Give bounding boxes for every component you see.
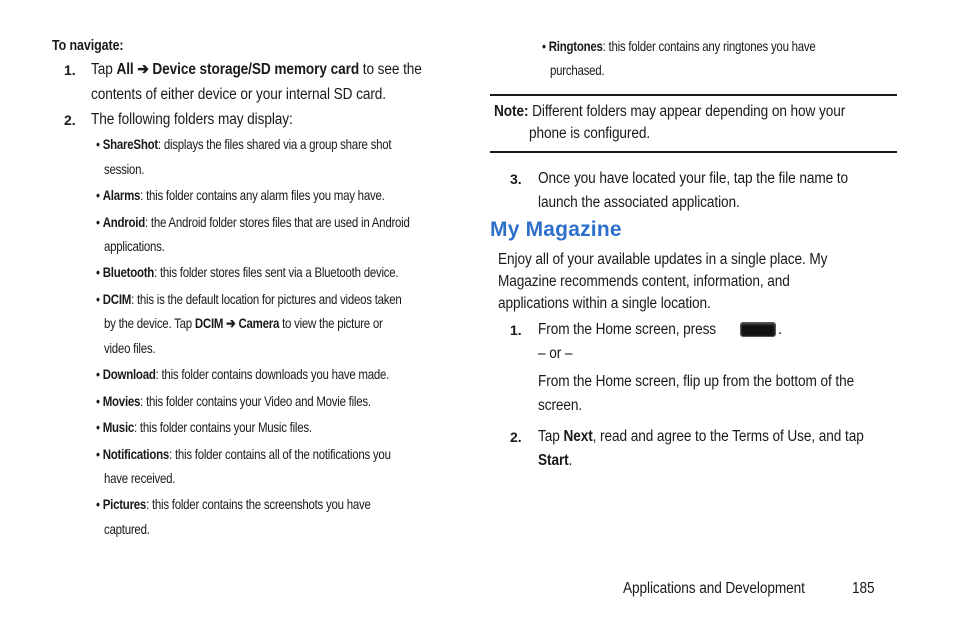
step-1-line-2: contents of either device or your internal SD card. — [91, 86, 386, 103]
step-3-line-1: Once you have located your file, tap the file name to — [538, 170, 849, 187]
magazine-step-1-period: . — [778, 321, 783, 338]
bullet-pictures-line-2: captured. — [104, 521, 150, 537]
bullet-dcim: • DCIM: this is the default location for pictures and videos taken — [96, 291, 402, 307]
step-3-number: 3. — [510, 171, 522, 187]
bullet-movies: • Movies: this folder contains your Video and Movie files. — [96, 393, 371, 409]
step-2-text: The following folders may display: — [91, 111, 293, 128]
intro-line-2: Magazine recommends content, information, and — [498, 273, 790, 290]
bullet-pictures: • Pictures: this folder contains the screenshots you have — [96, 496, 371, 512]
arrow-icon: ➔ — [133, 61, 153, 78]
bullet-alarms: • Alarms: this folder contains any alarm files you may have. — [96, 187, 385, 203]
magazine-step-1-number: 1. — [510, 322, 522, 338]
magazine-step-1-alt-line-2: screen. — [538, 397, 583, 414]
bullet-shareshot: • ShareShot: displays the files shared via a group share shot — [96, 136, 392, 152]
bullet-shareshot-line-2: session. — [104, 161, 145, 177]
note-line-1: Note: Different folders may appear depending on how your — [494, 103, 846, 120]
bullet-download: • Download: this folder contains downloads you have made. — [96, 366, 390, 382]
all-term: All — [116, 61, 134, 78]
step-3-line-2: launch the associated application. — [538, 194, 740, 211]
bullet-android-line-2: applications. — [104, 238, 165, 254]
bullet-music: • Music: this folder contains your Music files. — [96, 419, 312, 435]
note-top-rule — [490, 94, 897, 96]
magazine-step-1-alt-line-1: From the Home screen, flip up from the bottom of the — [538, 373, 855, 390]
device-storage-term: Device storage/SD memory card — [152, 61, 360, 78]
home-key-icon — [740, 322, 776, 337]
note-bottom-rule — [490, 151, 897, 153]
bullet-notifications: • Notifications: this folder contains all of the notifications you — [96, 446, 391, 462]
bullet-ringtones: • Ringtones: this folder contains any ringtones you have — [542, 38, 816, 54]
magazine-step-1-line-1: From the Home screen, press — [538, 321, 717, 338]
note-label: Note: — [494, 103, 529, 120]
step-1-line-1: Tap All ➔ Device storage/SD memory card to see the — [91, 61, 422, 78]
or-separator: – or – — [538, 345, 573, 362]
start-term: Start — [538, 452, 569, 469]
step-1-number: 1. — [64, 62, 76, 78]
bullet-bluetooth: • Bluetooth: this folder stores files sent via a Bluetooth device. — [96, 264, 399, 280]
bullet-ringtones-line-2: purchased. — [550, 62, 605, 78]
magazine-step-2-line-1: Tap Next, read and agree to the Terms of Use, and tap — [538, 428, 864, 445]
bullet-dcim-line-2: by the device. Tap DCIM ➔ Camera to view the picture or — [104, 315, 383, 331]
bullet-notifications-line-2: have received. — [104, 470, 176, 486]
note-line-2: phone is configured. — [529, 125, 651, 142]
footer-page-number: 185 — [852, 580, 875, 597]
bullet-android: • Android: the Android folder stores files that are used in Android — [96, 214, 410, 230]
arrow-icon: ➔ — [223, 315, 239, 331]
next-term: Next — [563, 428, 593, 445]
bullet-dcim-line-3: video files. — [104, 340, 156, 356]
footer-section: Applications and Development — [623, 580, 805, 597]
step-2-number: 2. — [64, 112, 76, 128]
magazine-step-2-number: 2. — [510, 429, 522, 445]
magazine-step-2-line-2: Start. — [538, 452, 573, 469]
intro-line-1: Enjoy all of your available updates in a single place. My — [498, 251, 828, 268]
intro-line-3: applications within a single location. — [498, 295, 711, 312]
section-title: My Magazine — [490, 218, 622, 241]
navigate-heading: To navigate: — [52, 38, 124, 54]
